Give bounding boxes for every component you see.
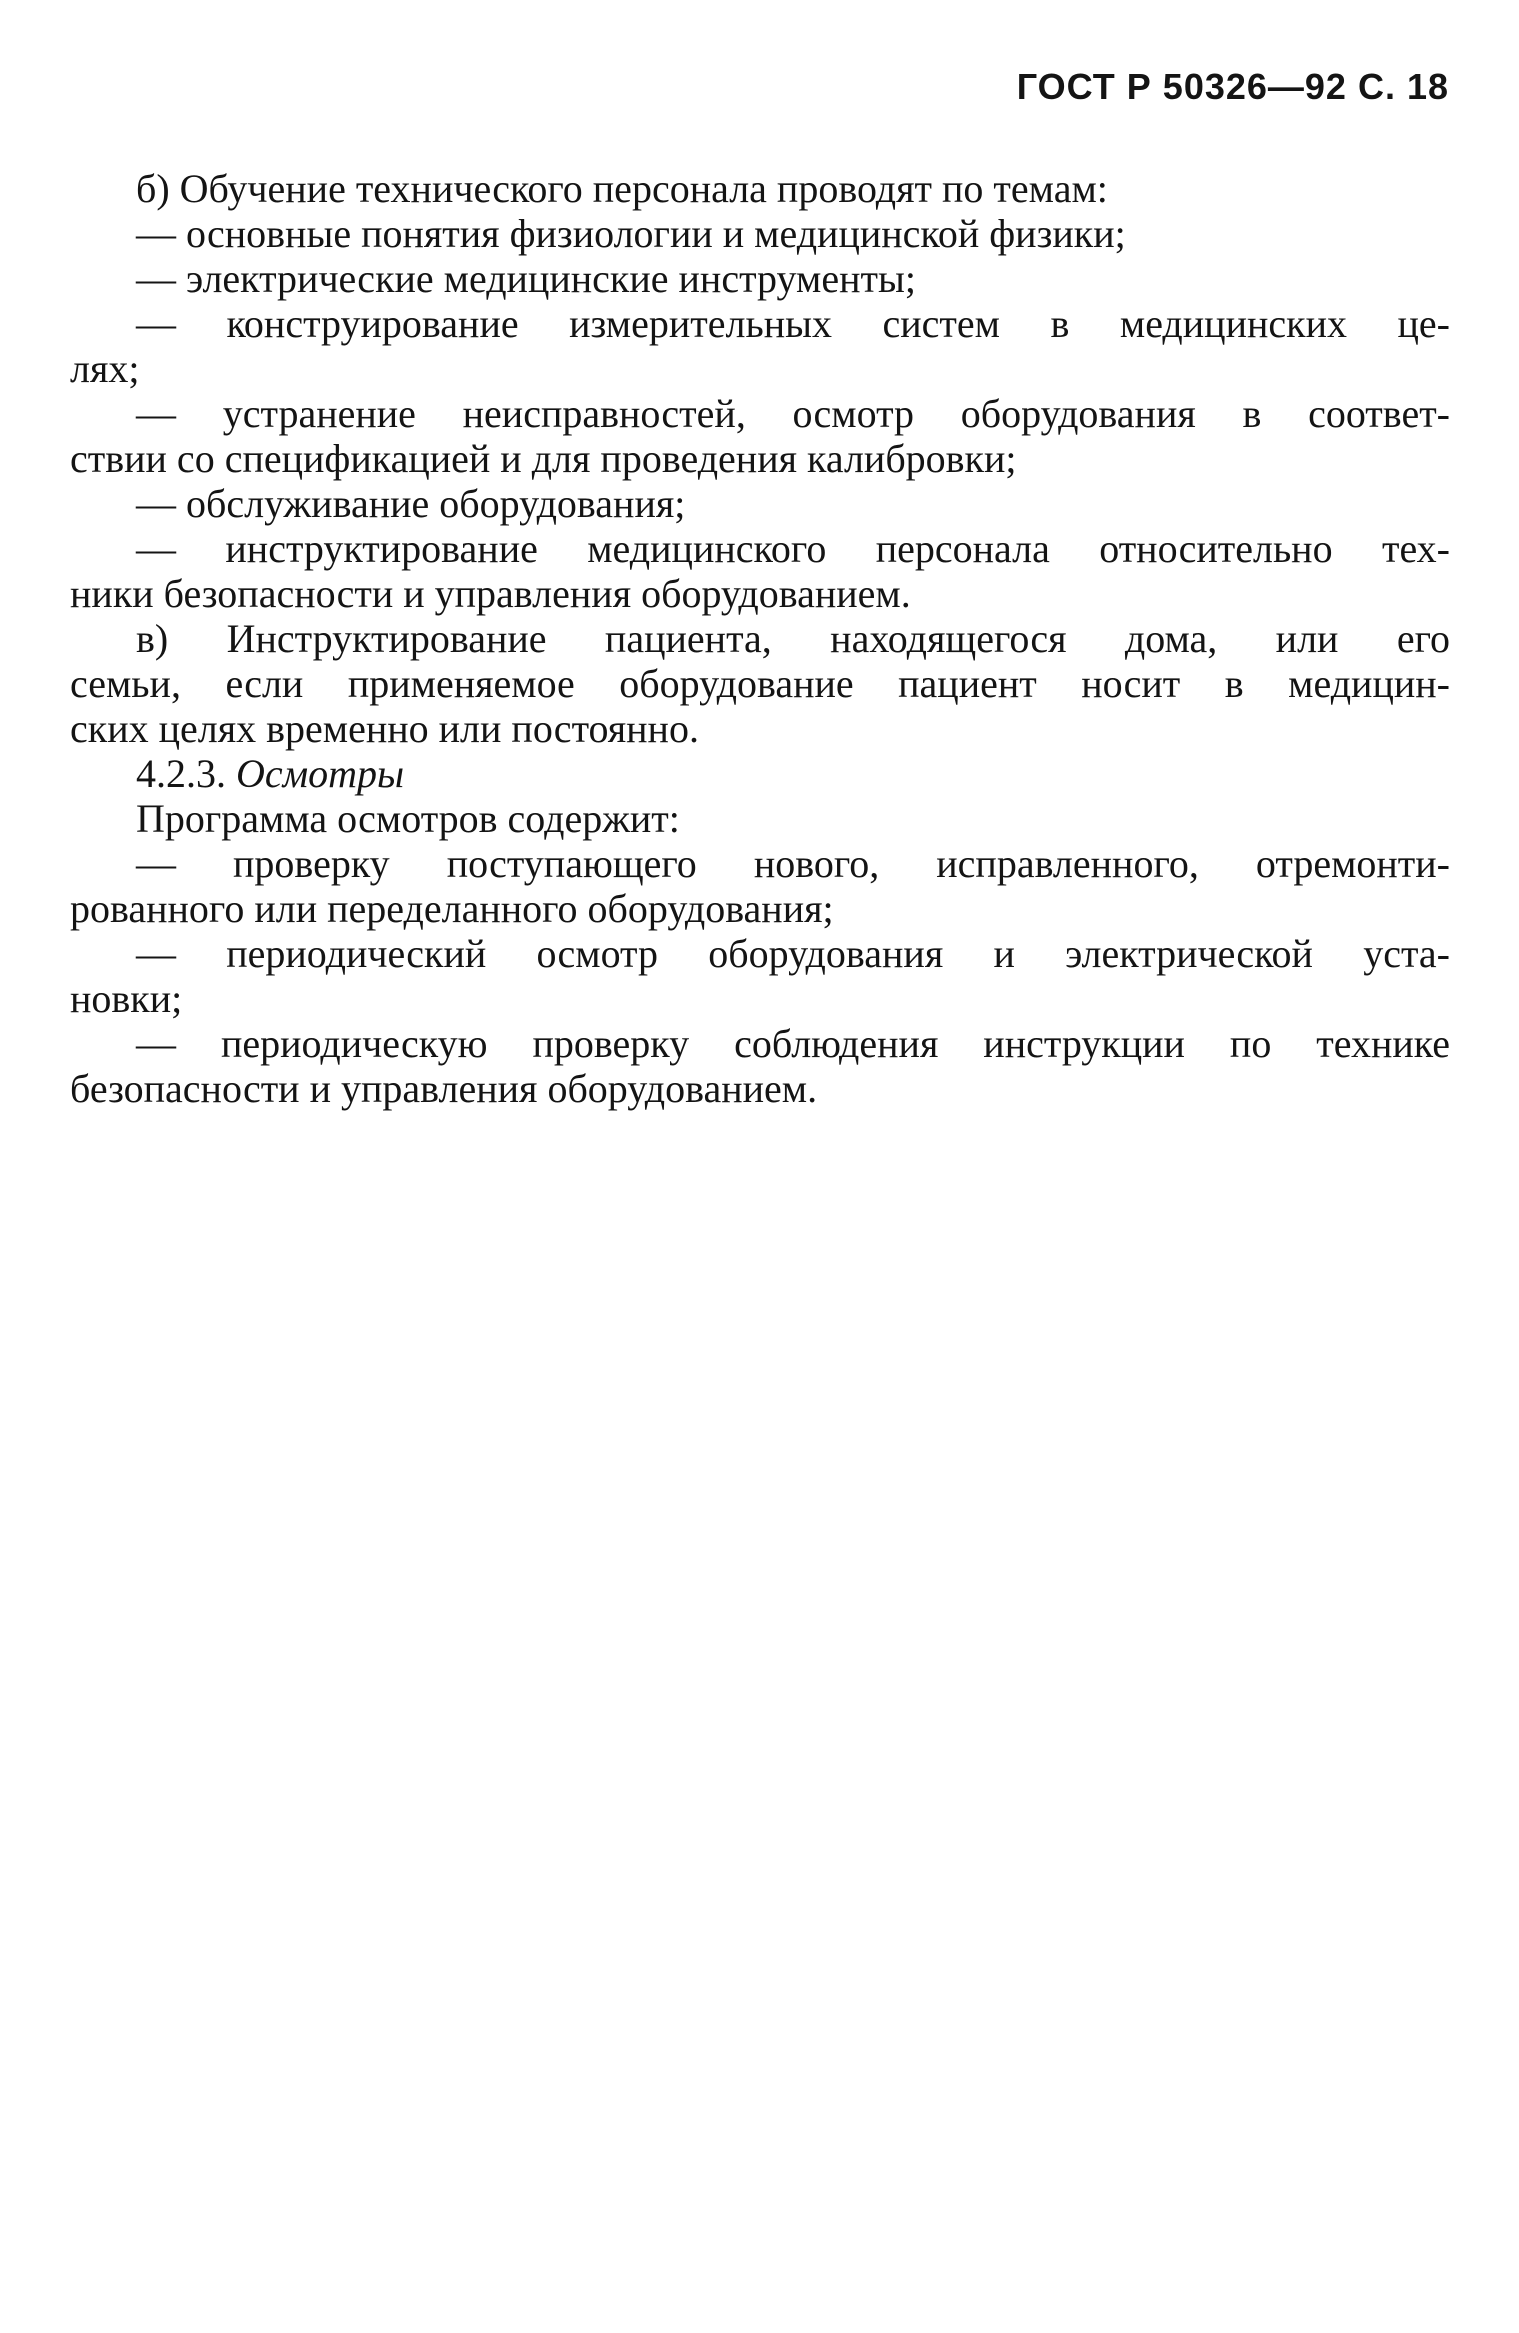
section-title: Осмотры bbox=[236, 751, 405, 796]
paragraph-line: ских целях временно или постоянно. bbox=[70, 706, 699, 751]
list-item: — электрические медицинские инструменты; bbox=[136, 256, 916, 301]
paragraph-line: семьи, если применяемое оборудование пациент носит в медицин- bbox=[70, 661, 1450, 706]
paragraph-line: в) Инструктирование пациента, находящегося дома, или его bbox=[136, 616, 1450, 661]
document-body bbox=[70, 166, 1450, 1111]
section-4-2-3 bbox=[70, 751, 1450, 1111]
list-item: — инструктирование медицинского персонала относительно тех- bbox=[136, 526, 1450, 571]
list-item: — устранение неисправностей, осмотр оборудования в соответ- bbox=[136, 391, 1450, 436]
list-item-continuation: лях; bbox=[70, 346, 140, 391]
list-item: — основные понятия физиологии и медицинской физики; bbox=[136, 211, 1126, 256]
list-item-continuation: ники безопасности и управления оборудованием. bbox=[70, 571, 911, 616]
list-item: — обслуживание оборудования; bbox=[136, 481, 686, 526]
list-item-continuation: рованного или переделанного оборудования; bbox=[70, 886, 834, 931]
list-item: — проверку поступающего нового, исправленного, отремонти- bbox=[136, 841, 1450, 886]
list-item: — конструирование измерительных систем в медицинских це- bbox=[136, 301, 1450, 346]
section-number: 4.2.3. bbox=[136, 751, 226, 796]
section-b-heading: б) Обучение технического персонала проводят по темам: bbox=[136, 166, 1108, 211]
list-item-continuation: новки; bbox=[70, 976, 183, 1021]
section-heading bbox=[70, 751, 1450, 796]
section-b bbox=[70, 166, 1450, 616]
list-item-continuation: ствии со спецификацией и для проведения калибровки; bbox=[70, 436, 1017, 481]
page-header: ГОСТ Р 50326—92 С. 18 bbox=[1016, 66, 1449, 107]
list-item-continuation: безопасности и управления оборудованием. bbox=[70, 1066, 818, 1111]
list-item: — периодический осмотр оборудования и электрической уста- bbox=[136, 931, 1450, 976]
section-intro: Программа осмотров содержит: bbox=[136, 796, 680, 841]
section-v bbox=[70, 616, 1450, 751]
list-item: — периодическую проверку соблюдения инструкции по технике bbox=[136, 1021, 1450, 1066]
